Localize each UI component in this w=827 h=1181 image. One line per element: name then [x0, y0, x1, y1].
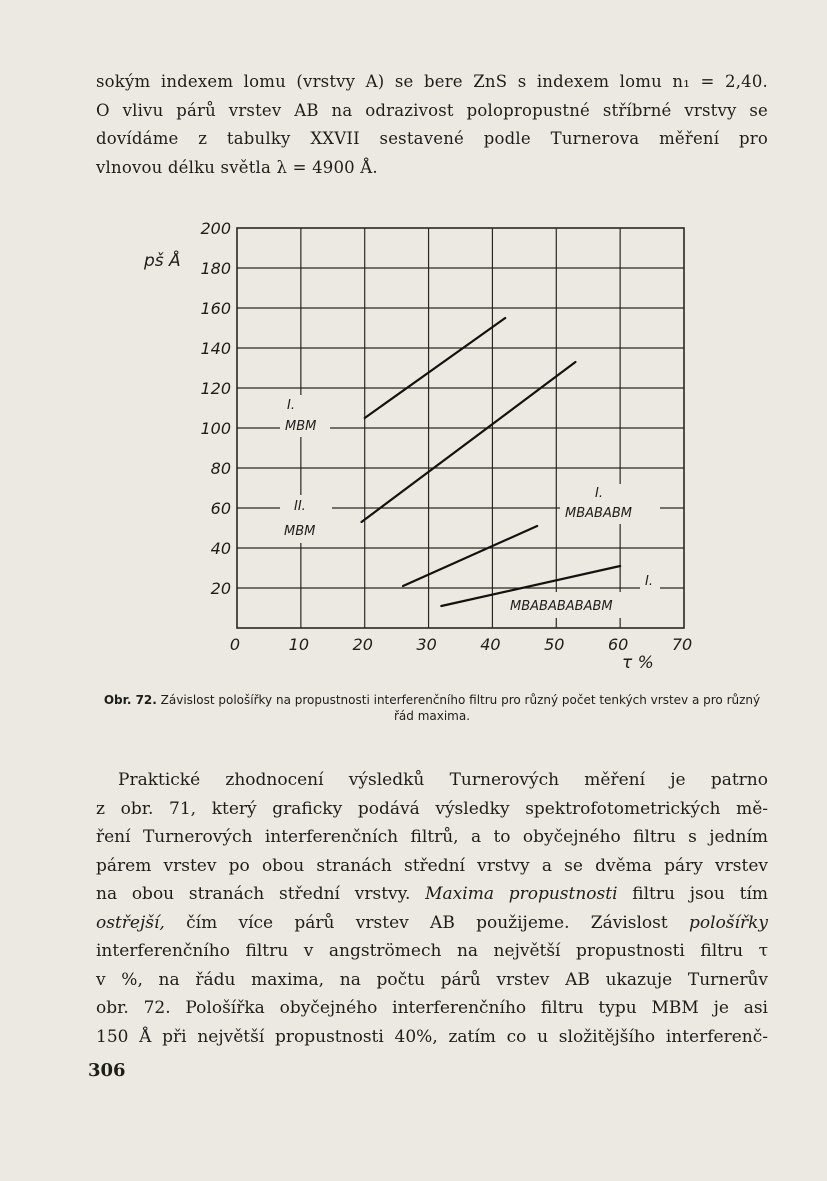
intro-line-3: dovídáme z tabulky XXVII sestavené podle Turnerova měření pro [96, 129, 768, 148]
caption-label: Obr. 72. [103, 693, 157, 707]
y-tick-label: 80 [210, 459, 231, 478]
body-line-8: v %, na řádu maxima, na počtu párů vrstev AB ukazuje Turnerův [96, 969, 768, 990]
body-line-9: obr. 72. Pološířka obyčejného interferenčního filtru typu MBM je asi [96, 998, 768, 1018]
x-tick-label: 10 [288, 635, 310, 654]
y-tick-label: 200 [200, 219, 231, 238]
series-line-3 [403, 526, 537, 586]
body-line-1: Praktické zhodnocení výsledků Turnerových měření je patrno [118, 770, 768, 790]
series-line-1 [365, 318, 505, 418]
intro-line-1: sokým indexem lomu (vrstvy A) se bere ZnS s indexem lomu n₁ = 2,40. [96, 72, 768, 91]
body-line-5 [96, 880, 768, 909]
label-s4-name: MBABABABABM [510, 599, 613, 614]
body-paragraph [96, 766, 768, 1051]
intro-line-2: O vlivu párů vrstev AB na odrazivost polopropustné stříbrné vrstvy se [96, 100, 768, 120]
body-line-6-b: čím více párů vrstev AB použijeme. Závislost [186, 912, 668, 933]
body-line-2: z obr. 71, který graficky podává výsledky spektrofotometrických mě- [96, 798, 768, 819]
label-s2-name: MBM [284, 524, 316, 539]
body-line-3: ření Turnerových interferenčních filtrů, a to obyčejného filtru s jedním [96, 827, 768, 847]
caption-text: Závislost pološířky na propustnosti interferenčního filtru pro různý počet tenkých vrstev a pro různý řád maxima. [160, 693, 761, 723]
label-s1-name: MBM [285, 419, 317, 434]
y-tick-label: 180 [200, 259, 231, 278]
body-line-6-emphasis-2: pološířky [689, 912, 768, 933]
body-line-10: 150 Å při největší propustnosti 40%, zatím co u složitějšího interferenč- [96, 1026, 768, 1047]
body-line-7: interferenčního filtru v angströmech na největší propustnosti filtru τ [96, 941, 768, 961]
figure-caption [96, 692, 768, 724]
chart-series [362, 318, 621, 606]
x-tick-label: 30 [416, 635, 437, 654]
label-s3-order: I. [595, 486, 603, 501]
x-axis-label: τ % [622, 653, 654, 673]
y-axis-label: pš Å [144, 251, 181, 271]
page-number: 306 [88, 1060, 126, 1081]
body-line-6 [96, 909, 768, 938]
x-tick-label: 0 [229, 635, 241, 654]
y-tick-label: 140 [200, 339, 231, 358]
y-tick-label: 60 [210, 499, 231, 518]
x-tick-label: 50 [544, 635, 565, 654]
x-tick-label: 70 [671, 635, 693, 654]
y-tick-label: 100 [200, 419, 231, 438]
label-s4-order: I. [645, 574, 653, 589]
body-line-5-a: na obou stranách střední vrstvy. [96, 884, 411, 904]
label-s3-name: MBABABM [565, 506, 632, 521]
x-tick-label: 20 [352, 635, 373, 654]
body-line-4: párem vrstev po obou stranách střední vrstvy a se dvěma páry vrstev [96, 855, 768, 876]
body-line-5-b: filtru jsou tím [632, 884, 769, 904]
body-line-5-emphasis: Maxima propustnosti [425, 884, 618, 904]
y-tick-label: 20 [210, 579, 231, 598]
y-tick-label: 160 [200, 299, 231, 318]
chart-ticks [200, 219, 692, 654]
label-s1-order: I. [287, 398, 295, 413]
series-line-2 [362, 362, 576, 522]
x-tick-label: 40 [480, 635, 501, 654]
y-tick-label: 40 [210, 539, 231, 558]
label-s2-order: II. [294, 499, 306, 514]
intro-line-4: vlnovou délku světla λ = 4900 Å. [96, 157, 378, 177]
x-tick-label: 60 [607, 635, 629, 654]
y-tick-label: 120 [200, 379, 231, 398]
body-line-6-emphasis: ostřejší, [96, 912, 165, 933]
